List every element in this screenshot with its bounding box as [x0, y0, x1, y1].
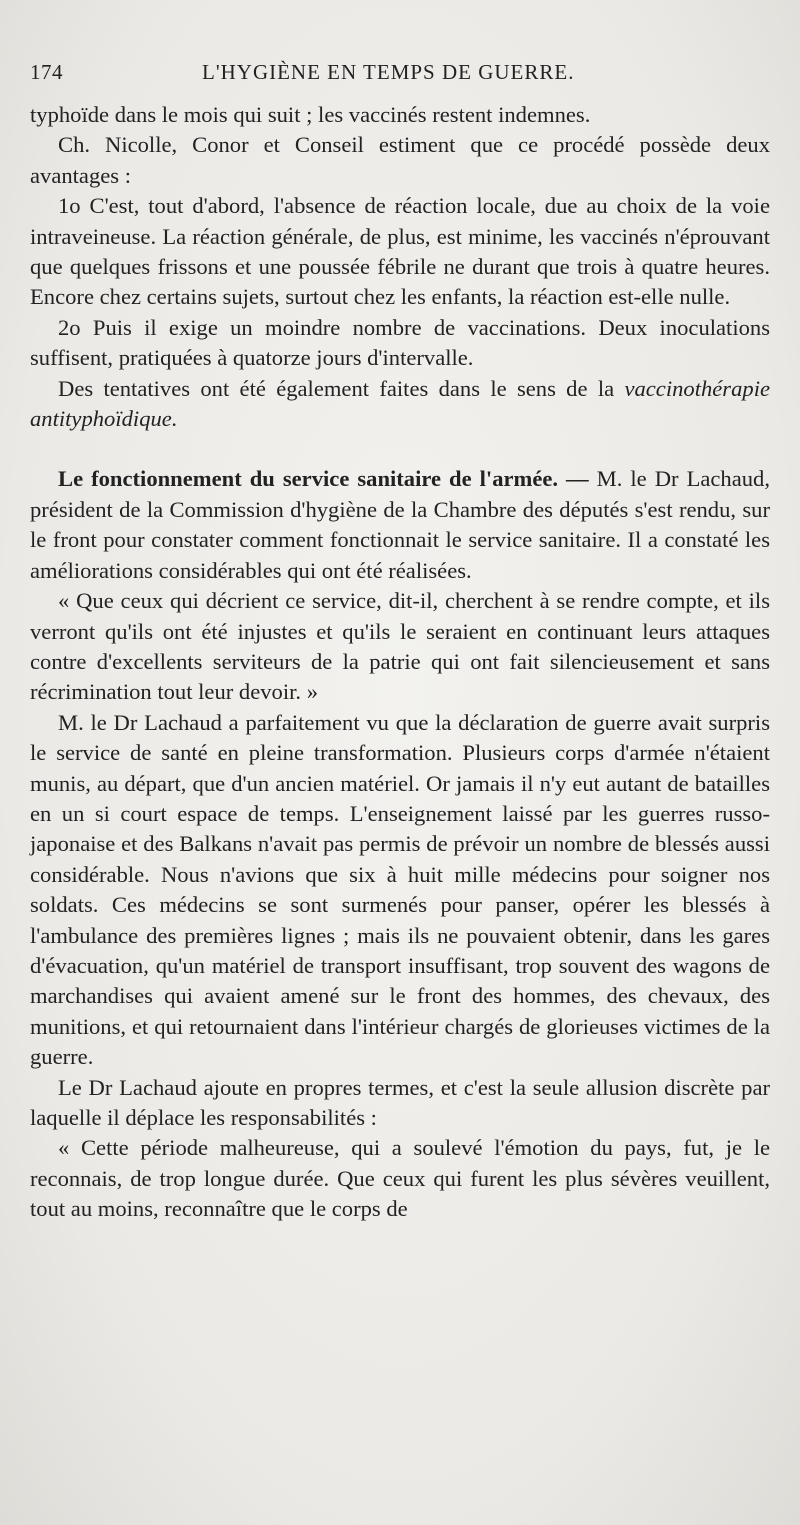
paragraph-3: 1o C'est, tout d'abord, l'absence de réaction locale, due au choix de la voie intraveineuse. La réaction générale, de plus, est minime, les vaccinés n'éprouvant que quelques frissons et une poussée fébrile ne durant que trois à quatre heures. Encore chez certains sujets, surtout chez les enfants, la réaction est-elle nulle.: [30, 193, 770, 310]
paragraph-6: [30, 464, 770, 586]
running-head: [30, 60, 760, 90]
paragraph-10: « Cette période malheureuse, qui a soulevé l'émotion du pays, fut, je le reconnais, de trop longue durée. Que ceux qui furent les plus sévères veuillent, tout au moins, reconnaître que le corps de: [30, 1135, 770, 1222]
running-title: L'HYGIÈNE EN TEMPS DE GUERRE.: [202, 60, 575, 84]
page-body: [30, 100, 770, 1225]
paragraph-8: M. le Dr Lachaud a parfaitement vu que la déclaration de guerre avait surpris le service de santé en pleine transformation. Plusieurs corps d'armée n'étaient munis, au départ, que d'un ancien matériel. Or jamais il n'y eut autant de batailles en un si court espace de temps. L'enseignement laissé par les guerres russo-japonaise et des Balkans n'avait pas permis de prévoir un nombre de blessés aussi considérable. Nous n'avions que six à huit mille médecins pour soigner nos soldats. Ces médecins se sont surmenés pour panser, opérer les blessés à l'ambulance des premières lignes ; mais ils ne pouvaient obtenir, dans les gares d'évacuation, qu'un matériel de transport insuffisant, trop souvent des wagons de marchandises qui avaient amené sur le front des hommes, des chevaux, des munitions, et qui retournaient dans l'intérieur chargés de glorieuses victimes de la guerre.: [30, 709, 770, 1070]
paragraph-5-italic: vaccinothérapie antityphoïdique.: [30, 375, 770, 432]
paragraph-9: Le Dr Lachaud ajoute en propres termes, et c'est la seule allusion discrète par laquelle il déplace les responsabilités :: [30, 1074, 770, 1130]
paragraph-4: 2o Puis il exige un moindre nombre de vaccinations. Deux inoculations suffisent, pratiquées à quatorze jours d'intervalle.: [30, 314, 770, 371]
paragraph-1: typhoïde dans le mois qui suit ; les vaccinés restent indemnes.: [30, 102, 591, 127]
paragraph-5-text: Des tentatives ont été également faites dans le sens de la: [58, 375, 625, 401]
paragraph-5: [30, 374, 770, 435]
paragraph-7: « Que ceux qui décrient ce service, dit-il, cherchent à se rendre compte, et ils verront qu'ils ont été injustes et qu'ils le seraient en continuant leurs attaques contre d'excellents serviteurs de la patrie qui ont fait silencieusement et sans récrimination tout leur devoir. »: [30, 588, 770, 705]
paragraph-2: Ch. Nicolle, Conor et Conseil estiment que ce procédé possède deux avantages :: [30, 132, 770, 188]
page-number: 174: [30, 60, 63, 84]
section-title: Le fonctionnement du service sanitaire de l'armée. —: [58, 466, 589, 492]
section-gap: [30, 434, 770, 464]
paragraph-6-text: M. le Dr Lachaud, président de la Commission d'hygiène de la Chambre des députés s'est rendu, sur le front pour constater comment fonctionnait le service sanitaire. Il a constaté les améliorations considérables qui ont été réalisées.: [30, 466, 770, 583]
